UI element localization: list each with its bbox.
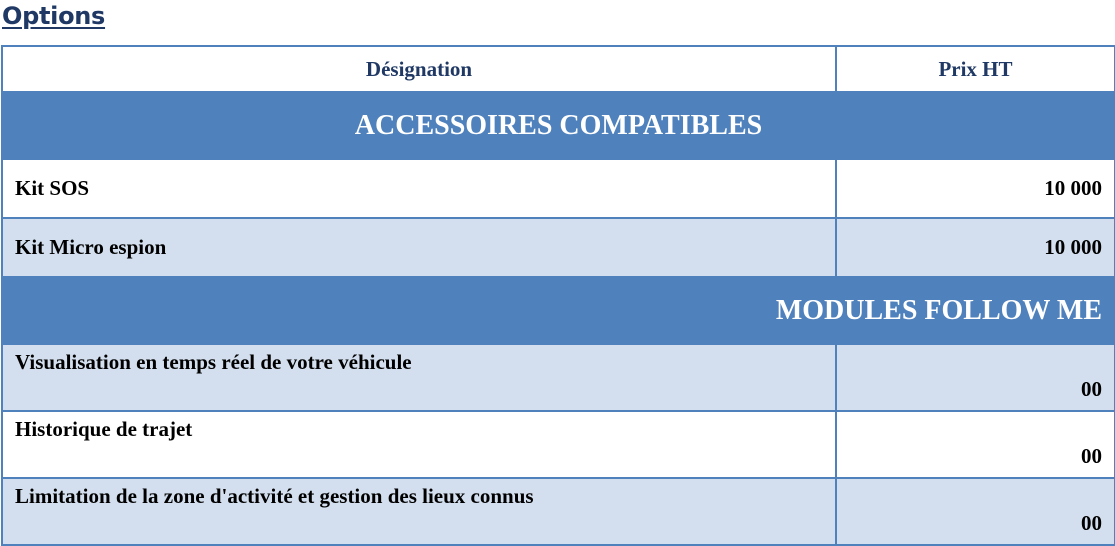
table-row [2, 218, 1115, 277]
designation-cell: Kit SOS [2, 159, 836, 218]
column-header-price: Prix HT [836, 46, 1115, 92]
price-cell: 10 000 [836, 218, 1115, 277]
designation-cell: Visualisation en temps réel de votre véhicule [2, 344, 836, 411]
table-row [2, 411, 1115, 478]
designation-cell: Historique de trajet [2, 411, 836, 478]
section-title-accessoires: ACCESSOIRES COMPATIBLES [2, 92, 1115, 159]
options-table [1, 45, 1115, 546]
section-row [2, 277, 1115, 344]
page-title: Options [2, 2, 106, 30]
price-cell: 00 [836, 344, 1115, 411]
table-row [2, 344, 1115, 411]
price-cell: 00 [836, 478, 1115, 545]
designation-cell: Limitation de la zone d'activité et gestion des lieux connus [2, 478, 836, 545]
table-row [2, 159, 1115, 218]
designation-cell: Kit Micro espion [2, 218, 836, 277]
table-header-row [2, 46, 1115, 92]
column-header-designation: Désignation [2, 46, 836, 92]
price-cell: 10 000 [836, 159, 1115, 218]
section-row [2, 92, 1115, 159]
table-row [2, 478, 1115, 545]
price-cell: 00 [836, 411, 1115, 478]
section-title-modules: MODULES FOLLOW ME [2, 277, 1115, 344]
